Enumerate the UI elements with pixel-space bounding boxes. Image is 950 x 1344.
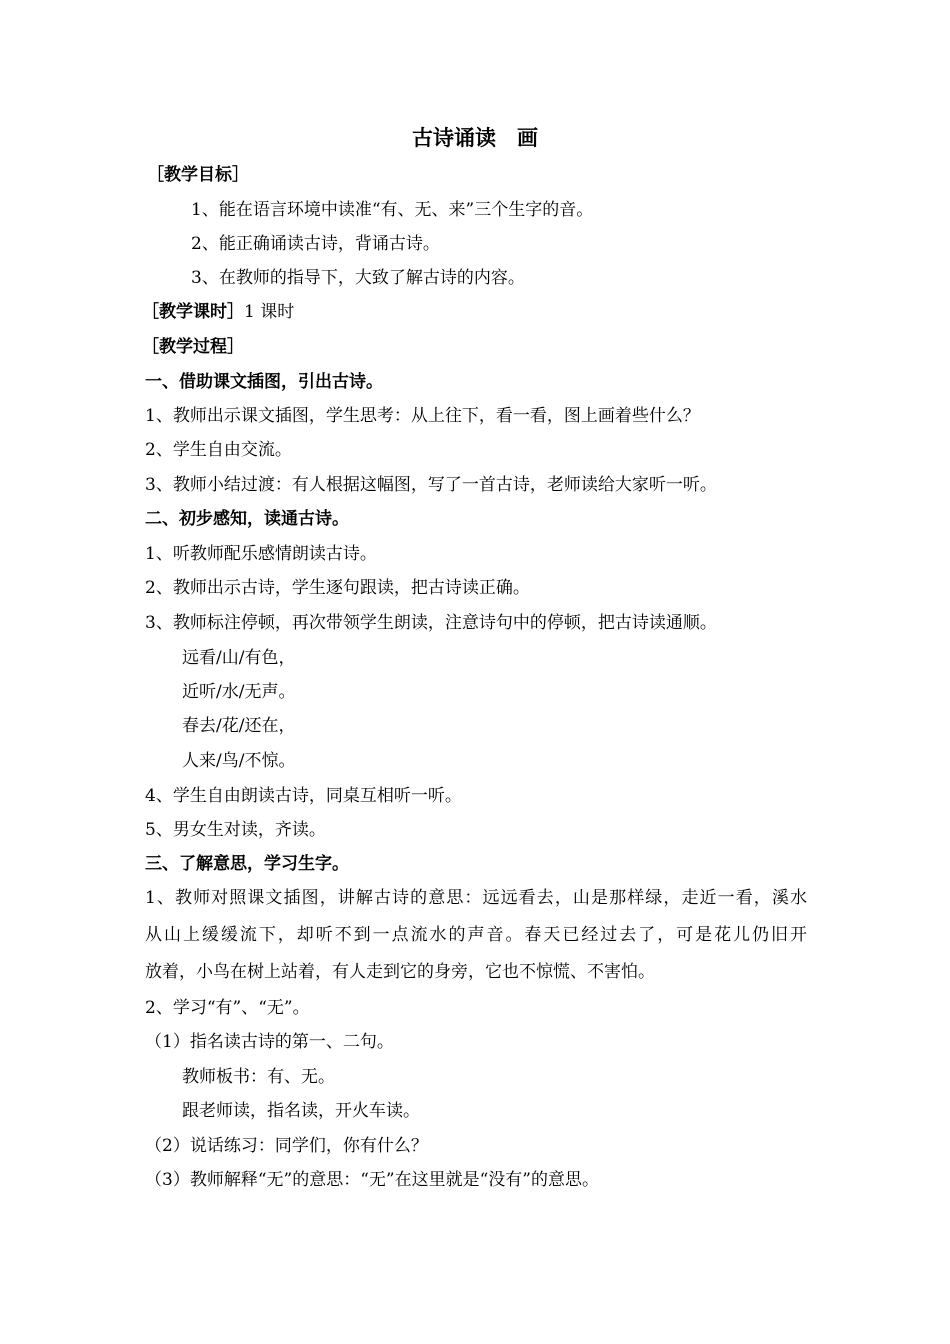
section1-heading: 一、借助课文插图，引出古诗。 [145, 372, 383, 392]
section3-paragraph-line-3: 放着，小鸟在树上站着，有人走到它的身旁，它也不惊慌、不害怕。 [145, 962, 655, 982]
period-line [142, 300, 294, 324]
sub-item-1-line-1: 教师板书：有、无。 [182, 1067, 335, 1087]
sub-item-3: （3）教师解释“无”的意思：“无”在这里就是“没有”的意思。 [145, 1170, 599, 1190]
section2-heading: 二、初步感知，读通古诗。 [145, 509, 349, 529]
objective-item-3: 3、在教师的指导下，大致了解古诗的内容。 [191, 268, 525, 288]
sub-item-1: （1）指名读古诗的第一、二句。 [145, 1032, 394, 1052]
section3-heading: 三、了解意思，学习生字。 [145, 854, 349, 874]
section2-item-4: 4、学生自由朗读古诗，同桌互相听一听。 [145, 786, 462, 806]
poem-line-3: 春去/花/还在， [182, 716, 296, 736]
poem-line-1: 远看/山/有色， [182, 648, 296, 668]
poem-line-4: 人来/鸟/不惊。 [182, 751, 296, 771]
sub-item-1-line-2: 跟老师读，指名读，开火车读。 [182, 1101, 420, 1121]
objective-item-1: 1、能在语言环境中读准“有、无、来”三个生字的音。 [191, 200, 594, 220]
section2-item-5: 5、男女生对读，齐读。 [145, 820, 326, 840]
section2-item-3: 3、教师标注停顿，再次带领学生朗读，注意诗句中的停顿，把古诗读通顺。 [145, 613, 717, 633]
section2-item-2: 2、教师出示古诗，学生逐句跟读，把古诗读正确。 [145, 578, 530, 598]
section3-paragraph-line-1: 1、教师对照课文插图，讲解古诗的意思：远远看去，山是那样绿，走近一看，溪水 [145, 888, 807, 908]
process-heading: ［教学过程］ [142, 337, 244, 357]
section1-item-2: 2、学生自由交流。 [145, 440, 292, 460]
sub-item-2: （2）说话练习：同学们，你有什么？ [145, 1136, 428, 1156]
poem-line-2: 近听/水/无声。 [182, 682, 296, 702]
period-value: 1 课时 [244, 302, 295, 322]
objective-item-2: 2、能正确诵读古诗，背诵古诗。 [191, 234, 440, 254]
period-heading: ［教学课时］ [142, 302, 244, 322]
section3-item-2: 2、学习“有”、“无”。 [145, 998, 310, 1018]
objectives-heading: ［教学目标］ [147, 165, 249, 185]
page-title: 古诗诵读 画 [412, 126, 538, 150]
section1-item-1: 1、教师出示课文插图，学生思考：从上往下，看一看，图上画着些什么？ [145, 406, 700, 426]
section1-item-3: 3、教师小结过渡：有人根据这幅图，写了一首古诗，老师读给大家听一听。 [145, 475, 717, 495]
section2-item-1: 1、听教师配乐感情朗读古诗。 [145, 544, 377, 564]
section3-paragraph-line-2: 从山上缓缓流下，却听不到一点流水的声音。春天已经过去了，可是花儿仍旧开 [145, 925, 807, 945]
